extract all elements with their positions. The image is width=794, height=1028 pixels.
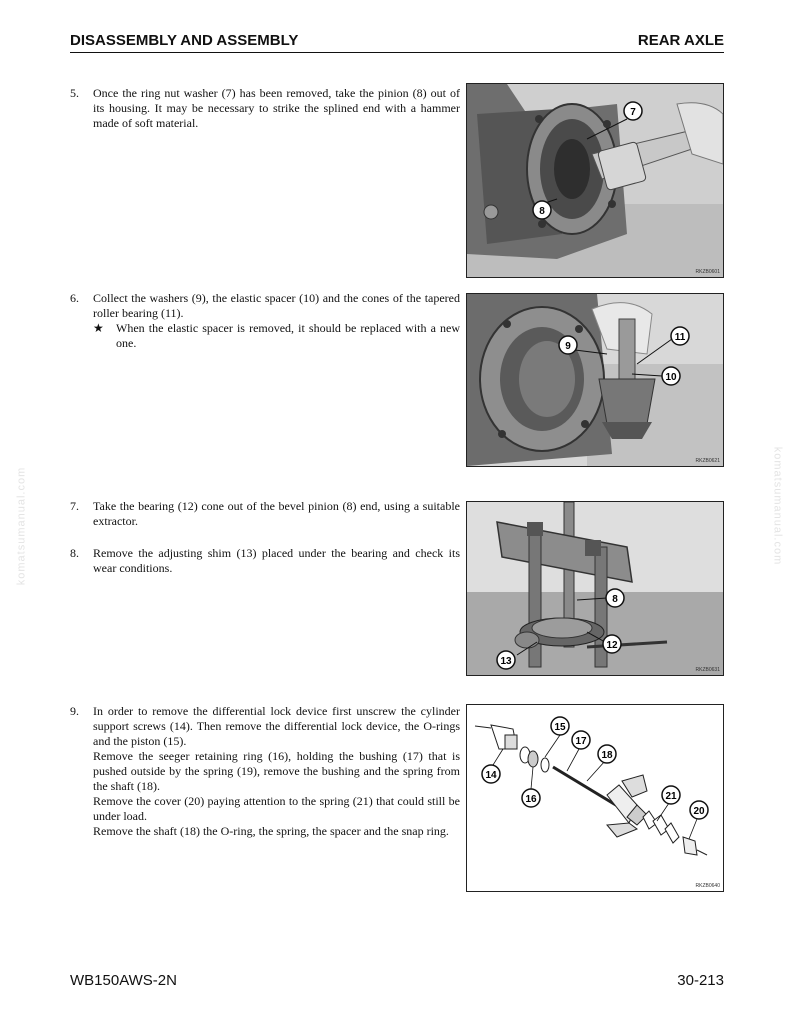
- svg-text:10: 10: [665, 372, 677, 383]
- callout-21: [662, 786, 680, 804]
- svg-text:9: 9: [565, 341, 571, 352]
- svg-text:15: 15: [554, 722, 566, 733]
- washers-spacer-photo: [467, 294, 723, 466]
- figure-code: RKZB0640: [695, 883, 720, 889]
- svg-text:11: 11: [674, 332, 686, 343]
- step-text-2: Remove the seeger retaining ring (16), holding the bushing (17) that is pushed outside by the spring (19), remove the bushing and the spring from the shaft (18).: [93, 749, 460, 793]
- watermark-left: komatsumanual.com: [15, 466, 28, 586]
- figure-code: RKZB0621: [695, 458, 720, 464]
- step-number: 7.: [70, 499, 79, 513]
- svg-text:13: 13: [500, 656, 512, 667]
- section-title: DISASSEMBLY AND ASSEMBLY: [70, 32, 299, 49]
- svg-text:8: 8: [612, 594, 618, 605]
- svg-text:16: 16: [525, 794, 537, 805]
- bearing-extractor-photo: [467, 502, 723, 675]
- differential-lock-exploded-view: [467, 705, 723, 891]
- model-number: WB150AWS-2N: [70, 972, 177, 989]
- step-number: 6.: [70, 291, 79, 305]
- callout-11: [671, 327, 689, 345]
- callout-13: [497, 651, 515, 669]
- callout-10: [662, 367, 680, 385]
- step-text-1: In order to remove the differential lock device first unscrew the cylinder support screws (14). Then remove the differential lock device, the O-rings and the piston (15).: [93, 704, 460, 748]
- step-6: [70, 291, 460, 351]
- callout-20: [690, 801, 708, 819]
- figure-code: RKZB0601: [695, 269, 720, 275]
- note-text: When the elastic spacer is removed, it should be replaced with a new one.: [116, 321, 460, 350]
- pinion-removal-photo: [467, 84, 723, 277]
- step-5: [70, 86, 460, 131]
- step-7: [70, 499, 460, 529]
- callout-17: [572, 731, 590, 749]
- callout-12: [603, 635, 621, 653]
- page-number: 30-213: [677, 972, 724, 989]
- svg-text:8: 8: [539, 206, 545, 217]
- step-text: Take the bearing (12) cone out of the bevel pinion (8) end, using a suitable extractor.: [93, 499, 460, 528]
- figure-code: RKZB0631: [695, 667, 720, 673]
- chapter-title: REAR AXLE: [637, 32, 724, 49]
- step-number: 9.: [70, 704, 79, 718]
- step-text: Remove the adjusting shim (13) placed under the bearing and check its wear conditions.: [93, 546, 460, 575]
- svg-text:20: 20: [693, 806, 705, 817]
- page-header: [70, 32, 724, 53]
- watermark-right: komatsumanual.com: [771, 446, 784, 566]
- callout-9: [559, 336, 577, 354]
- figure-pinion-removal: [466, 83, 724, 278]
- step-number: 8.: [70, 546, 79, 560]
- step-text: Once the ring nut washer (7) has been removed, take the pinion (8) out of its housing. It may be necessary to strike the splined end with a hammer made of soft material.: [93, 86, 460, 130]
- figure-bearing-extractor: [466, 501, 724, 676]
- step-9: [70, 704, 460, 839]
- callout-18: [598, 745, 616, 763]
- svg-text:7: 7: [630, 107, 636, 118]
- svg-text:12: 12: [606, 640, 618, 651]
- svg-text:14: 14: [485, 770, 497, 781]
- callout-8: [533, 201, 551, 219]
- svg-text:17: 17: [575, 736, 587, 747]
- step-number: 5.: [70, 86, 79, 100]
- step-text-4: Remove the shaft (18) the O-ring, the spring, the spacer and the snap ring.: [93, 824, 449, 838]
- callout-7: [624, 102, 642, 120]
- figure-differential-lock: [466, 704, 724, 892]
- star-icon: ★: [93, 321, 104, 335]
- callout-14: [482, 765, 500, 783]
- step-note: [93, 321, 460, 351]
- step-text: Collect the washers (9), the elastic spacer (10) and the cones of the tapered roller bearing (11).: [93, 291, 460, 320]
- step-text-3: Remove the cover (20) paying attention to the spring (21) that could still be under load.: [93, 794, 460, 823]
- callout-16: [522, 789, 540, 807]
- callout-8: [606, 589, 624, 607]
- svg-text:18: 18: [601, 750, 613, 761]
- callout-15: [551, 717, 569, 735]
- figure-washers-spacer: [466, 293, 724, 467]
- step-8: [70, 546, 460, 576]
- svg-text:21: 21: [665, 791, 677, 802]
